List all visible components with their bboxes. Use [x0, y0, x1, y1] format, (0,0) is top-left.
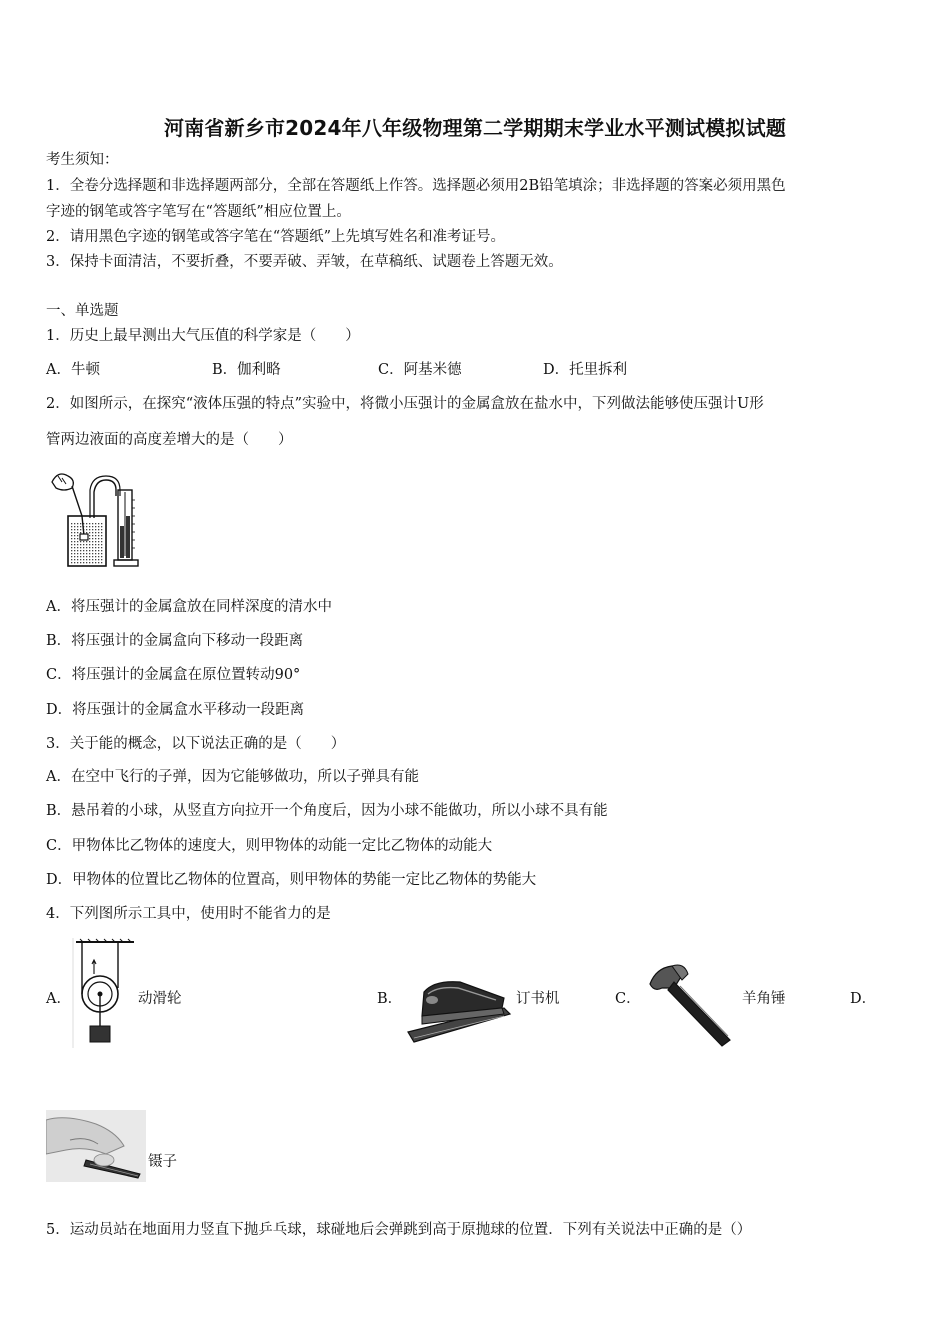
question-2-stem-line2: 管两边液面的高度差增大的是（ ）	[46, 432, 293, 448]
notice-item: 字迹的钢笔或答字笔写在“答题纸”相应位置上。	[46, 204, 351, 220]
notice-item: 1．全卷分选择题和非选择题两部分，全部在答题纸上作答。选择题必须用2B铅笔填涂；非选择题的答案必须用黑色	[46, 178, 786, 194]
q3-option-d: D．甲物体的位置比乙物体的位置高，则甲物体的势能一定比乙物体的势能大	[46, 872, 537, 888]
stapler-figure	[404, 972, 514, 1048]
q1-option-a: A．牛顿	[46, 362, 100, 378]
notice-heading: 考生须知：	[46, 152, 119, 168]
q4-option-c-letter: C．	[615, 991, 641, 1007]
q4-option-d-letter: D．	[850, 991, 877, 1007]
claw-hammer-figure	[644, 962, 740, 1048]
q2-option-c: C．将压强计的金属盒在原位置转动90°	[46, 667, 301, 683]
q3-option-a: A．在空中飞行的子弹，因为它能够做功，所以子弹具有能	[46, 769, 419, 785]
movable-pulley-figure	[72, 938, 138, 1048]
q4-option-b-letter: B．	[377, 991, 403, 1007]
q3-option-b: B．悬吊着的小球，从竖直方向拉开一个角度后，因为小球不能做功，所以小球不具有能	[46, 803, 608, 819]
q4-option-b-label: 订书机	[516, 991, 560, 1007]
tweezers-figure	[46, 1110, 146, 1182]
q4-option-d-label: 镊子	[148, 1154, 177, 1170]
q2-option-d: D．将压强计的金属盒水平移动一段距离	[46, 702, 305, 718]
notice-item: 3．保持卡面清洁，不要折叠，不要弄破、弄皱，在草稿纸、试题卷上答题无效。	[46, 254, 563, 270]
question-2-stem-line1: 2．如图所示，在探究“液体压强的特点”实验中，将微小压强计的金属盒放在盐水中，下列做法能够使压强计U形	[46, 396, 764, 412]
q4-option-a-label: 动滑轮	[138, 991, 182, 1007]
notice-item: 2．请用黑色字迹的钢笔或答字笔在“答题纸”上先填写姓名和准考证号。	[46, 229, 506, 245]
question-4-stem: 4．下列图所示工具中，使用时不能省力的是	[46, 906, 331, 922]
q3-option-c: C．甲物体比乙物体的速度大，则甲物体的动能一定比乙物体的动能大	[46, 838, 493, 854]
question-1-stem: 1．历史上最早测出大气压值的科学家是（ ）	[46, 328, 360, 344]
page-title: 河南省新乡市2024年八年级物理第二学期期末学业水平测试模拟试题	[163, 116, 787, 140]
q4-option-c-label: 羊角锤	[742, 991, 786, 1007]
q2-option-a: A．将压强计的金属盒放在同样深度的清水中	[46, 599, 332, 615]
q1-option-b: B．伽利略	[212, 362, 281, 378]
q4-option-a-letter: A．	[46, 991, 71, 1007]
question-3-stem: 3．关于能的概念，以下说法正确的是（ ）	[46, 736, 346, 752]
pressure-gauge-figure	[44, 466, 156, 570]
q2-option-b: B．将压强计的金属盒向下移动一段距离	[46, 633, 304, 649]
q1-option-c: C．阿基米德	[378, 362, 462, 378]
q1-option-d: D．托里拆利	[543, 362, 628, 378]
question-5-stem: 5．运动员站在地面用力竖直下抛乒乓球，球碰地后会弹跳到高于原抛球的位置．下列有关说法中正确的是（）	[46, 1222, 752, 1238]
section-heading: 一、单选题	[46, 303, 119, 319]
